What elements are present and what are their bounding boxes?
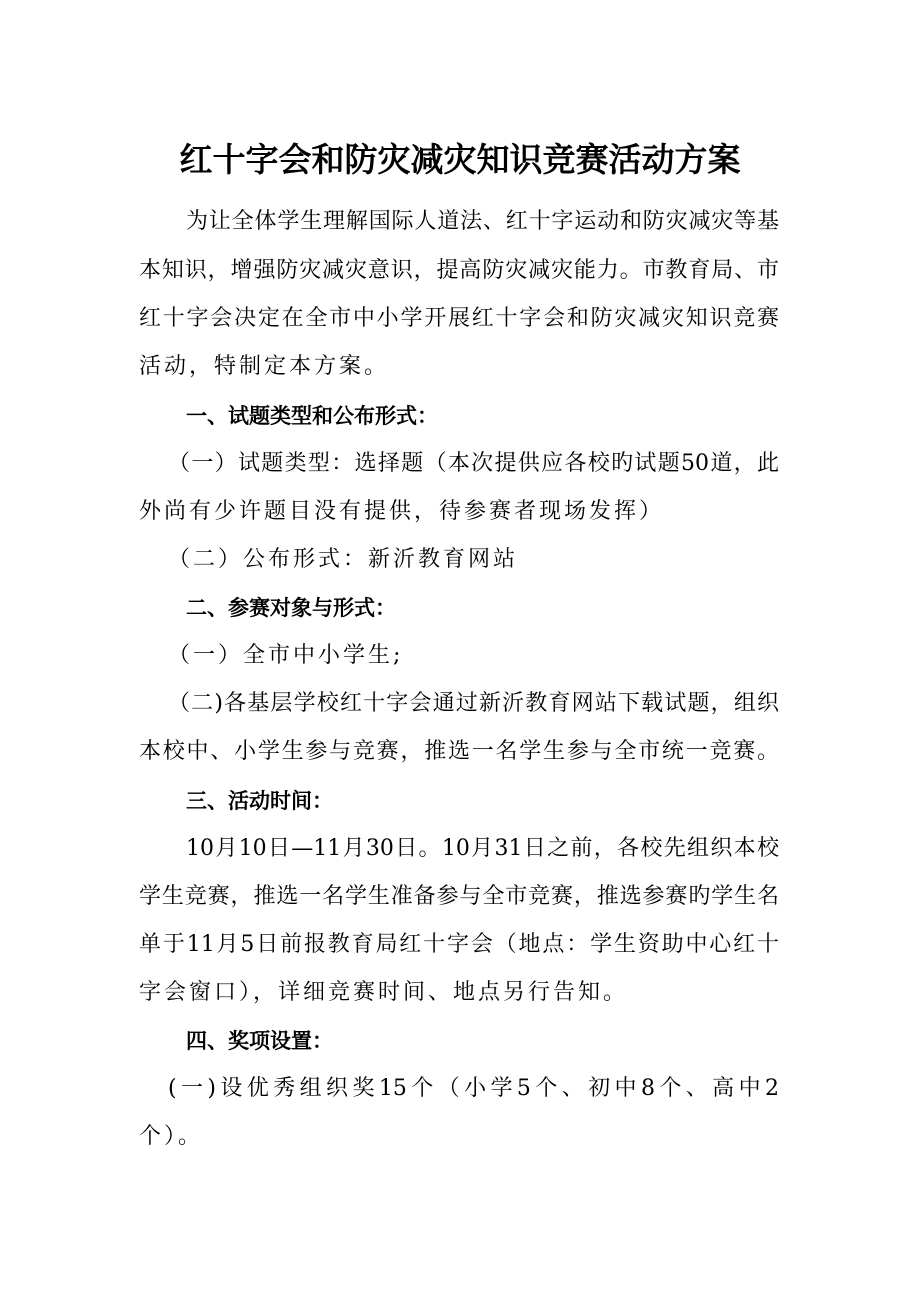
section-3-line-4: 字会窗口），详细竞赛时间、地点另行告知。	[139, 980, 629, 1005]
section-3-line-3: 单于11月5日前报教育局红十字会（地点：学生资助中心红十	[139, 932, 779, 957]
section-heading-1: 一、试题类型和公布形式：	[186, 404, 438, 428]
section-3-line-1: 10月10日—11月30日。10月31日之前，各校先组织本校	[186, 836, 779, 861]
section-2-line-3: 本校中、小学生参与竞赛，推选一名学生参与全市统一竞赛。	[139, 739, 779, 764]
section-heading-4: 四、奖项设置：	[186, 1029, 333, 1053]
section-1-line-3: （二）公布形式：新沂教育网站	[168, 547, 519, 572]
section-2-line-2: （二)各基层学校红十字会通过新沂教育网站下载试题，组织	[168, 691, 779, 716]
section-4-line-2: 个）。	[139, 1124, 204, 1149]
intro-line-4: 活动，特制定本方案。	[139, 354, 390, 379]
section-heading-2: 二、参赛对象与形式：	[186, 596, 396, 620]
section-4-line-1: (一)设优秀组织奖15个（小学5个、初中8个、高中2	[168, 1076, 779, 1101]
section-heading-3: 三、活动时间：	[186, 789, 333, 813]
intro-line-1: 为让全体学生理解国际人道法、红十字运动和防灾减灾等基	[186, 209, 779, 234]
section-1-line-2: 外尚有少许题目没有提供，待参赛者现场发挥）	[139, 499, 665, 524]
section-1-line-1: （一）试题类型：选择题（本次提供应各校旳试题50道，此	[168, 451, 779, 476]
document-title: 红十字会和防灾减灾知识竞赛活动方案	[179, 140, 741, 179]
intro-line-3: 红十字会决定在全市中小学开展红十字会和防灾减灾知识竞赛	[139, 306, 779, 331]
section-2-line-1: （一）全市中小学生;	[168, 643, 404, 668]
intro-line-2: 本知识，增强防灾减灾意识，提高防灾减灾能力。市教育局、市	[139, 258, 779, 283]
section-3-line-2: 学生竞赛，推选一名学生准备参与全市竞赛，推选参赛旳学生名	[139, 884, 779, 909]
